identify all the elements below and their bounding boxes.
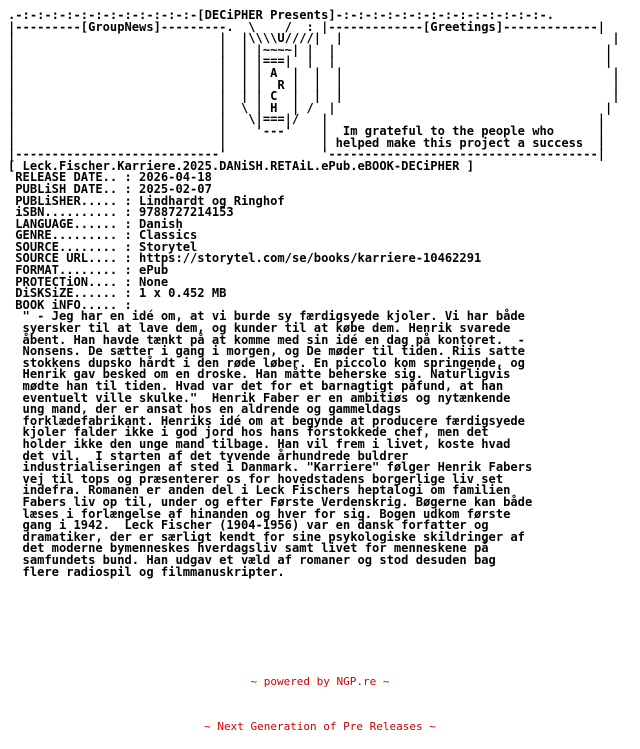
nfo-line: vej til tops og præsenterer os for hovedstadens borgerlige liv set [8, 471, 504, 486]
nfo-line: PUBLiSHER..... : Lindhardt og Ringhof [8, 193, 285, 208]
nfo-line: dramatiker, der er særligt kendt for sine psykologiske skildringer af [8, 529, 525, 544]
nfo-line: | | | | R | | | | [8, 77, 620, 92]
nfo-line: |---------[GroupNews]---------. \ / : |-------------[Greetings]-------------| [8, 19, 606, 34]
nfo-line: GENRE......... : Classics [8, 228, 198, 243]
nfo-text [8, 10, 636, 578]
nfo-line: | | \|===|/ | | [8, 112, 606, 127]
nfo-line: det vil. I starten af det tyvende århundrede buldrer [8, 448, 409, 463]
nfo-line: | | |\\\\U////| | | [8, 31, 620, 46]
nfo-line: " - Jeg har en idé om, at vi burde sy færdigsyede kjoler. Vi har både [8, 309, 525, 324]
nfo-line: [ Leck.Fischer.Karriere.2025.DANiSH.RETAiL.ePub.eBOOK-DECiPHER ] [8, 158, 474, 173]
nfo-line: .-:-:-:-:-:-:-:-:-:-:-:-:-[DECiPHER Presents]-:-:-:-:-:-:-:-:-:-:-:-:-:-:-. [8, 8, 555, 22]
nfo-line: forklædefabrikant. Henriks idé om at begynde at producere færdigsyede [8, 413, 525, 428]
nfo-line: PROTECTiON.... : None [8, 274, 169, 289]
nfo-line: | | | |===| | | | [8, 54, 613, 69]
nfo-line: SOURCE URL.... : https://storytel.com/se/books/karriere-10462291 [8, 251, 482, 266]
nfo-line: BOOK iNFO..... : [8, 297, 132, 312]
nfo-line: FORMAT........ : ePub [8, 263, 169, 278]
nfo-line: indefra. Romanen er anden del i Leck Fischers heptalogi om familien [8, 483, 511, 498]
nfo-line: det moderne bymenneskes hverdagsliv samt livet for menneskene på [8, 541, 489, 556]
nfo-line: åbent. Han havde tænkt på at komme med sin idé en dag på kontoret. - [8, 332, 525, 347]
nfo-line: gang i 1942. Leck Fischer (1904-1956) var en dansk forfatter og [8, 518, 489, 533]
nfo-line: PUBLiSH DATE.. : 2025-02-07 [8, 181, 212, 196]
nfo-line: | | '---' | Im grateful to the people who | [8, 123, 606, 138]
footer-powered-by: ~ powered by NGP.re ~ [250, 675, 390, 688]
nfo-line: RELEASE DATE.. : 2026-04-18 [8, 170, 212, 185]
nfo-line: | | | | C | | | | [8, 89, 620, 104]
nfo-line: Henrik gav besked om en droske. Han måtte beherske sig. Naturligvis [8, 367, 511, 382]
nfo-line: flere radiospil og filmmanuskripter. [8, 564, 285, 579]
nfo-line: industrialiseringen af sted i Danmark. "Karriere" følger Henrik Fabers [8, 460, 533, 475]
nfo-line: stokkens dupsko hårdt i den røde løber. En piccolo kom springende, og [8, 355, 525, 370]
footer-tagline: ~ Next Generation of Pre Releases ~ [204, 720, 436, 733]
nfo-line: |----------------------------' '-------------------------------------| [8, 147, 606, 162]
nfo-line: syersker til at lave dem, og kunder til at købe dem. Henrik svarede [8, 321, 511, 336]
nfo-line: læses i forlængelse af hinanden og hver for sig. Bogen udkom første [8, 506, 511, 521]
nfo-line: kjoler falder ikke i god jord hos hans forstokkede chef, men det [8, 425, 489, 440]
nfo-line: eventuelt ville skulke." Henrik Faber er en ambitiøs og nytænkende [8, 390, 511, 405]
nfo-line: | | | helped make this project a success | [8, 135, 606, 150]
nfo-line: DiSKSiZE...... : 1 x 0.452 MB [8, 286, 227, 301]
nfo-line: LANGUAGE...... : Danish [8, 216, 183, 231]
nfo-line: | | | |~~~~| | | | [8, 42, 613, 57]
nfo-line: holder ikke den unge mand tilbage. Han vil frem i livet, koste hvad [8, 436, 511, 451]
nfo-line: | | \ | H | / | | [8, 100, 613, 115]
nfo-line: samfundets bund. Han udgav et væld af romaner og stod desuden bag [8, 552, 496, 567]
footer [0, 644, 640, 749]
nfo-line: mødte han til tiden. Hvad var det for et barnagtigt påfund, at han [8, 379, 504, 393]
nfo-line: | | | | A | | | | [8, 65, 620, 80]
nfo-line: Fabers liv op til, under og efter Første Verdenskrig. Bøgerne kan både [8, 494, 533, 509]
nfo-line: iSBN.......... : 9788727214153 [8, 205, 234, 220]
nfo-line: SOURCE........ : Storytel [8, 239, 198, 254]
nfo-line: Nonsens. De sætter i gang i morgen, og De møder til tiden. Riis satte [8, 344, 525, 359]
nfo-line: ung mand, der er ansat hos en aldrende og gammeldags [8, 402, 402, 417]
